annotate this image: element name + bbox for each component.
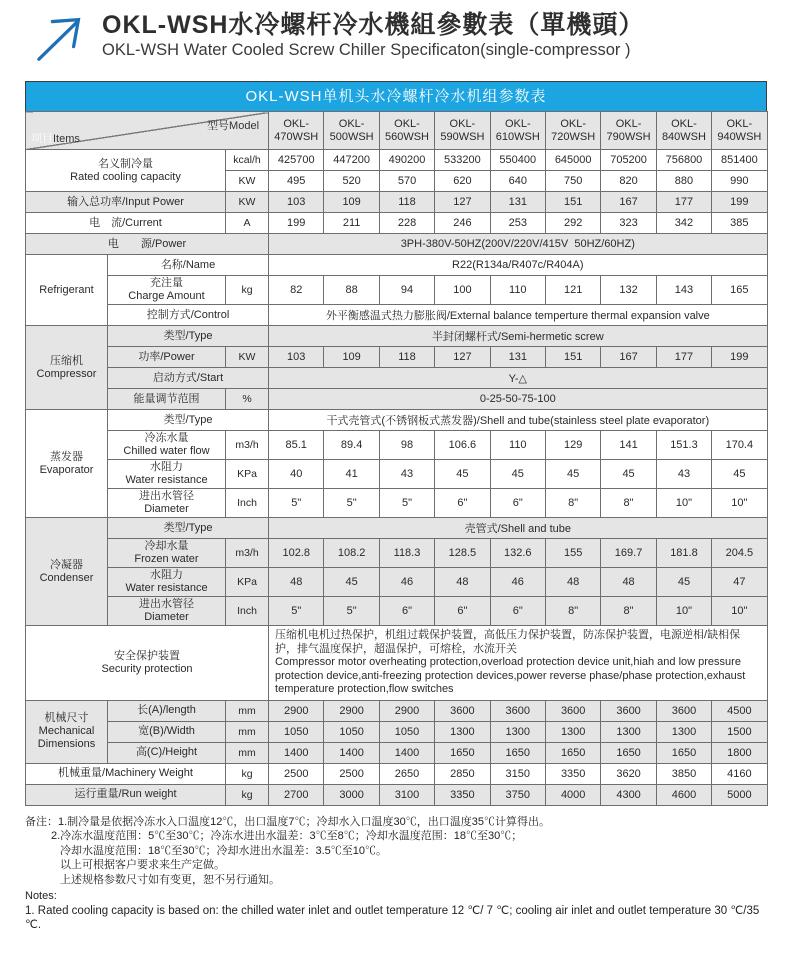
unit-cell: KW <box>226 171 269 192</box>
value-cell: 110 <box>490 276 545 305</box>
value-cell: 1050 <box>269 721 324 742</box>
value-cell: 1050 <box>324 721 379 742</box>
value-cell: 1500 <box>712 721 767 742</box>
label-cell: 类型/Type <box>108 518 269 539</box>
label-cell: 机械重量/Machinery Weight <box>26 763 226 784</box>
value-cell: 8" <box>545 489 600 518</box>
group-cell: 压缩机 Compressor <box>26 326 108 410</box>
value-cell: 246 <box>435 213 490 234</box>
label-cell: 宽(B)/Width <box>108 721 226 742</box>
value-cell: 10" <box>712 489 767 518</box>
value-cell: 750 <box>545 171 600 192</box>
value-cell: 4300 <box>601 784 656 805</box>
value-cell: 177 <box>656 347 711 368</box>
value-cell: 2850 <box>435 763 490 784</box>
value-cell: 118 <box>379 192 434 213</box>
span-cell: 干式壳管式(不锈钢板式蒸发器)/Shell and tube(stainless steel plate evaporator) <box>269 410 768 431</box>
value-cell: 3600 <box>601 700 656 721</box>
value-cell: 45 <box>712 460 767 489</box>
model-header-cell: OKL- 840WSH <box>656 112 711 150</box>
value-cell: 199 <box>712 347 767 368</box>
value-cell: 820 <box>601 171 656 192</box>
value-cell: 89.4 <box>324 431 379 460</box>
value-cell: 3600 <box>435 700 490 721</box>
value-cell: 3600 <box>490 700 545 721</box>
value-cell: 447200 <box>324 150 379 171</box>
page-title: OKL-WSH水冷螺杆冷水機組參數表（單機頭） <box>102 11 645 39</box>
value-cell: 1400 <box>324 742 379 763</box>
value-cell: 5000 <box>712 784 767 805</box>
value-cell: 570 <box>379 171 434 192</box>
value-cell: 47 <box>712 568 767 597</box>
model-header-cell: OKL- 610WSH <box>490 112 545 150</box>
table-title-banner: OKL-WSH单机头水冷螺杆冷水机组参数表 <box>25 81 767 111</box>
span-cell: 3PH-380V-50HZ(200V/220V/415V 50HZ/60HZ) <box>269 234 768 255</box>
span-cell: 半封闭螺杆式/Semi-hermetic screw <box>269 326 768 347</box>
value-cell: 2650 <box>379 763 434 784</box>
note-line: 以上可根据客户要求来生产定做。 <box>60 859 225 871</box>
value-cell: 127 <box>435 192 490 213</box>
value-cell: 8" <box>545 597 600 626</box>
value-cell: 1650 <box>435 742 490 763</box>
value-cell: 1300 <box>490 721 545 742</box>
note-line: 1. Rated cooling capacity is based on: the chilled water inlet and outlet temperature 12 ℃/ 7 ℃; cooling air inlet and outlet temperature 30 ℃/35 ℃. <box>25 904 760 931</box>
label-cell: 电 流/Current <box>26 213 226 234</box>
value-cell: 109 <box>324 192 379 213</box>
value-cell: 620 <box>435 171 490 192</box>
span-cell: R22(R134a/R407c/R404A) <box>269 255 768 276</box>
group-cell: 冷凝器 Condenser <box>26 518 108 626</box>
value-cell: 100 <box>435 276 490 305</box>
value-cell: 5" <box>269 597 324 626</box>
label-cell: 输入总功率/Input Power <box>26 192 226 213</box>
value-cell: 2700 <box>269 784 324 805</box>
value-cell: 6" <box>435 489 490 518</box>
value-cell: 118 <box>379 347 434 368</box>
value-cell: 3620 <box>601 763 656 784</box>
value-cell: 1400 <box>379 742 434 763</box>
value-cell: 533200 <box>435 150 490 171</box>
value-cell: 46 <box>490 568 545 597</box>
items-label: 项目Items <box>31 133 80 145</box>
value-cell: 228 <box>379 213 434 234</box>
span-cell: Y-△ <box>269 368 768 389</box>
value-cell: 495 <box>269 171 324 192</box>
value-cell: 1050 <box>379 721 434 742</box>
value-cell: 1300 <box>545 721 600 742</box>
label-cell: 长(A)/length <box>108 700 226 721</box>
value-cell: 82 <box>269 276 324 305</box>
unit-cell: m3/h <box>226 539 269 568</box>
value-cell: 40 <box>269 460 324 489</box>
label-cell: 能量调节范围 <box>108 389 226 410</box>
label-cell: 冷却水量 Frozen water <box>108 539 226 568</box>
value-cell: 204.5 <box>712 539 767 568</box>
value-cell: 131 <box>490 347 545 368</box>
spec-table <box>25 111 768 806</box>
value-cell: 3600 <box>656 700 711 721</box>
value-cell: 705200 <box>601 150 656 171</box>
model-header-cell: OKL- 720WSH <box>545 112 600 150</box>
value-cell: 8" <box>601 489 656 518</box>
value-cell: 6" <box>435 597 490 626</box>
value-cell: 2500 <box>324 763 379 784</box>
unit-cell: KPa <box>226 460 269 489</box>
value-cell: 385 <box>712 213 767 234</box>
unit-cell: kg <box>226 784 269 805</box>
value-cell: 1650 <box>656 742 711 763</box>
unit-cell: KW <box>226 192 269 213</box>
value-cell: 1800 <box>712 742 767 763</box>
span-cell: 外平衡感温式热力膨胀阀/External balance temperture thermal expansion valve <box>269 305 768 326</box>
value-cell: 5" <box>379 489 434 518</box>
model-label: 型号Model <box>207 120 260 132</box>
value-cell: 199 <box>712 192 767 213</box>
value-cell: 211 <box>324 213 379 234</box>
value-cell: 132 <box>601 276 656 305</box>
label-cell: 进出水管径 Diameter <box>108 597 226 626</box>
note-line: 冷却水温度范围：18℃至30℃；冷却水进出水温差：3.5℃至10℃。 <box>60 844 387 857</box>
span-cell: 壳管式/Shell and tube <box>269 518 768 539</box>
label-cell: 冷冻水量 Chilled water flow <box>108 431 226 460</box>
value-cell: 5" <box>324 597 379 626</box>
value-cell: 167 <box>601 347 656 368</box>
unit-cell: Inch <box>226 489 269 518</box>
notes <box>25 815 765 933</box>
model-header-cell: OKL- 500WSH <box>324 112 379 150</box>
value-cell: 292 <box>545 213 600 234</box>
page-subtitle: OKL-WSH Water Cooled Screw Chiller Specificaton(single-compressor ) <box>102 41 631 59</box>
unit-cell: A <box>226 213 269 234</box>
unit-cell: m3/h <box>226 431 269 460</box>
value-cell: 4500 <box>712 700 767 721</box>
value-cell: 1300 <box>656 721 711 742</box>
value-cell: 48 <box>435 568 490 597</box>
value-cell: 45 <box>324 568 379 597</box>
label-cell: 高(C)/Height <box>108 742 226 763</box>
unit-cell: mm <box>226 700 269 721</box>
value-cell: 98 <box>379 431 434 460</box>
value-cell: 85.1 <box>269 431 324 460</box>
value-cell: 94 <box>379 276 434 305</box>
value-cell: 177 <box>656 192 711 213</box>
value-cell: 46 <box>379 568 434 597</box>
note-line: 2.冷冻水温度范围：5℃至30℃；冷冻水进出水温差：3℃至8℃；冷却水温度范围：18℃至30℃； <box>51 830 523 842</box>
value-cell: 48 <box>545 568 600 597</box>
value-cell: 645000 <box>545 150 600 171</box>
value-cell: 6" <box>490 597 545 626</box>
value-cell: 103 <box>269 192 324 213</box>
value-cell: 155 <box>545 539 600 568</box>
value-cell: 45 <box>656 568 711 597</box>
value-cell: 102.8 <box>269 539 324 568</box>
value-cell: 990 <box>712 171 767 192</box>
value-cell: 88 <box>324 276 379 305</box>
label-cell: 名义制冷量 Rated cooling capacity <box>26 150 226 192</box>
value-cell: 1400 <box>269 742 324 763</box>
value-cell: 2900 <box>379 700 434 721</box>
value-cell: 151 <box>545 347 600 368</box>
arrow-up-right-icon <box>34 10 92 64</box>
span-cell: 压缩机电机过热保护，机组过载保护装置，高低压力保护装置，防冻保护装置，电源逆相/缺相保护，排气温度保护，超温保护，可熔栓，水流开关 Compressor motor overheating protection,overload protection device unit,hiah and low pressure protection device,anti-freezing protection devices,power reverse phase/phase protection,exhaust temperature protection,flow switches <box>269 626 768 701</box>
value-cell: 118.3 <box>379 539 434 568</box>
value-cell: 43 <box>379 460 434 489</box>
label-cell: 类型/Type <box>108 326 269 347</box>
value-cell: 425700 <box>269 150 324 171</box>
span-cell: 0-25-50-75-100 <box>269 389 768 410</box>
value-cell: 4000 <box>545 784 600 805</box>
value-cell: 640 <box>490 171 545 192</box>
unit-cell: % <box>226 389 269 410</box>
value-cell: 1650 <box>545 742 600 763</box>
value-cell: 3100 <box>379 784 434 805</box>
label-cell: 电 源/Power <box>26 234 269 255</box>
table-area <box>25 81 767 806</box>
value-cell: 6" <box>379 597 434 626</box>
value-cell: 3150 <box>490 763 545 784</box>
model-header-cell: OKL- 560WSH <box>379 112 434 150</box>
value-cell: 1300 <box>435 721 490 742</box>
value-cell: 165 <box>712 276 767 305</box>
value-cell: 45 <box>435 460 490 489</box>
group-cell: Refrigerant <box>26 255 108 326</box>
group-cell: 机械尺寸 Mechanical Dimensions <box>26 700 108 763</box>
value-cell: 3600 <box>545 700 600 721</box>
value-cell: 167 <box>601 192 656 213</box>
value-cell: 45 <box>545 460 600 489</box>
label-cell: 进出水管径 Diameter <box>108 489 226 518</box>
label-cell: 控制方式/Control <box>108 305 269 326</box>
label-cell: 名称/Name <box>108 255 269 276</box>
value-cell: 490200 <box>379 150 434 171</box>
value-cell: 106.6 <box>435 431 490 460</box>
value-cell: 3850 <box>656 763 711 784</box>
value-cell: 2900 <box>269 700 324 721</box>
value-cell: 253 <box>490 213 545 234</box>
value-cell: 1650 <box>601 742 656 763</box>
label-cell: 启动方式/Start <box>108 368 269 389</box>
value-cell: 10" <box>656 597 711 626</box>
value-cell: 3000 <box>324 784 379 805</box>
value-cell: 110 <box>490 431 545 460</box>
model-header-cell: OKL- 940WSH <box>712 112 767 150</box>
value-cell: 323 <box>601 213 656 234</box>
value-cell: 10" <box>656 489 711 518</box>
note-line: Notes: <box>25 890 57 902</box>
value-cell: 151.3 <box>656 431 711 460</box>
unit-cell: kg <box>226 276 269 305</box>
label-cell: 类型/Type <box>108 410 269 431</box>
value-cell: 132.6 <box>490 539 545 568</box>
value-cell: 45 <box>490 460 545 489</box>
corner-cell <box>26 112 269 150</box>
document-header <box>0 0 790 64</box>
label-cell: 水阻力 Water resistance <box>108 460 226 489</box>
value-cell: 151 <box>545 192 600 213</box>
value-cell: 45 <box>601 460 656 489</box>
value-cell: 3350 <box>545 763 600 784</box>
value-cell: 181.8 <box>656 539 711 568</box>
unit-cell: mm <box>226 742 269 763</box>
value-cell: 756800 <box>656 150 711 171</box>
value-cell: 4160 <box>712 763 767 784</box>
value-cell: 2500 <box>269 763 324 784</box>
model-header-cell: OKL- 590WSH <box>435 112 490 150</box>
value-cell: 6" <box>490 489 545 518</box>
value-cell: 550400 <box>490 150 545 171</box>
value-cell: 4600 <box>656 784 711 805</box>
group-cell: 蒸发器 Evaporator <box>26 410 108 518</box>
value-cell: 342 <box>656 213 711 234</box>
note-line: 上述规格参数尺寸如有变更，恕不另行通知。 <box>60 873 280 886</box>
value-cell: 108.2 <box>324 539 379 568</box>
value-cell: 128.5 <box>435 539 490 568</box>
label-cell: 安全保护装置 Security protection <box>26 626 269 701</box>
unit-cell: KW <box>226 347 269 368</box>
value-cell: 2900 <box>324 700 379 721</box>
value-cell: 43 <box>656 460 711 489</box>
value-cell: 170.4 <box>712 431 767 460</box>
unit-cell: kg <box>226 763 269 784</box>
value-cell: 48 <box>601 568 656 597</box>
label-cell: 功率/Power <box>108 347 226 368</box>
unit-cell: KPa <box>226 568 269 597</box>
value-cell: 131 <box>490 192 545 213</box>
value-cell: 880 <box>656 171 711 192</box>
value-cell: 3350 <box>435 784 490 805</box>
value-cell: 8" <box>601 597 656 626</box>
title-block <box>102 10 644 60</box>
value-cell: 3750 <box>490 784 545 805</box>
label-cell: 充注量 Charge Amount <box>108 276 226 305</box>
value-cell: 143 <box>656 276 711 305</box>
value-cell: 169.7 <box>601 539 656 568</box>
value-cell: 121 <box>545 276 600 305</box>
value-cell: 129 <box>545 431 600 460</box>
value-cell: 1300 <box>601 721 656 742</box>
value-cell: 41 <box>324 460 379 489</box>
value-cell: 109 <box>324 347 379 368</box>
value-cell: 1650 <box>490 742 545 763</box>
value-cell: 48 <box>269 568 324 597</box>
value-cell: 5" <box>269 489 324 518</box>
value-cell: 10" <box>712 597 767 626</box>
value-cell: 520 <box>324 171 379 192</box>
unit-cell: mm <box>226 721 269 742</box>
note-line: 备注：1.制冷量是依据冷冻水入口温度12℃，出口温度7℃；冷却水入口温度30℃，出口温度35℃计算得出。 <box>25 815 550 828</box>
model-header-cell: OKL- 470WSH <box>269 112 324 150</box>
unit-cell: Inch <box>226 597 269 626</box>
value-cell: 141 <box>601 431 656 460</box>
unit-cell: kcal/h <box>226 150 269 171</box>
label-cell: 水阻力 Water resistance <box>108 568 226 597</box>
value-cell: 5" <box>324 489 379 518</box>
value-cell: 851400 <box>712 150 767 171</box>
value-cell: 103 <box>269 347 324 368</box>
value-cell: 199 <box>269 213 324 234</box>
model-header-cell: OKL- 790WSH <box>601 112 656 150</box>
label-cell: 运行重量/Run weight <box>26 784 226 805</box>
value-cell: 127 <box>435 347 490 368</box>
